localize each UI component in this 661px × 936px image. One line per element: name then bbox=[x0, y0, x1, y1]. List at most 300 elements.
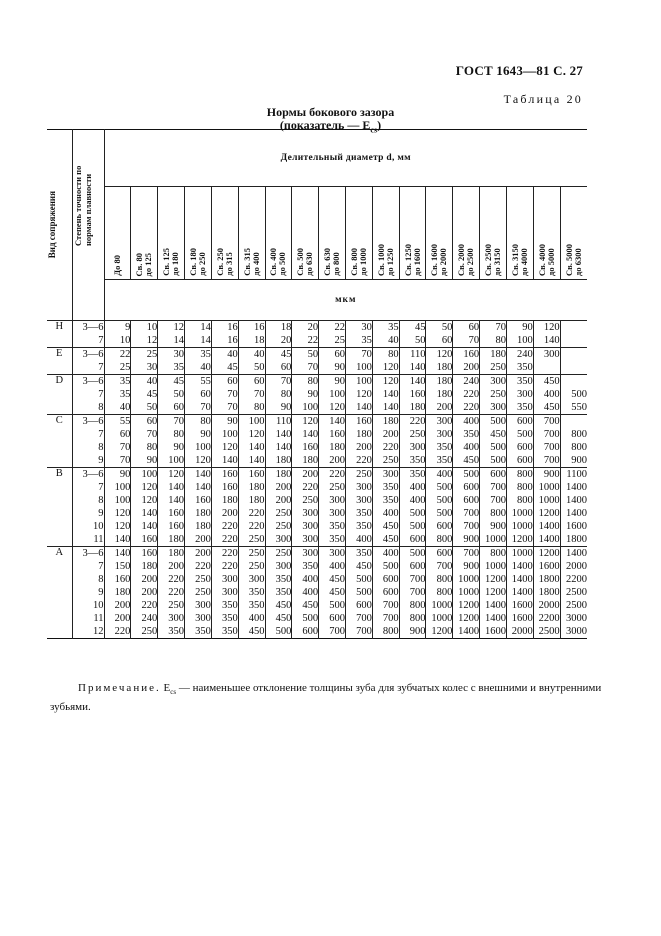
value-cell bbox=[426, 375, 453, 415]
accuracy-degree-header: Степень точности по нормам плавности bbox=[72, 130, 104, 321]
backlash-value: 1000 bbox=[511, 508, 533, 519]
value-cell bbox=[238, 321, 265, 348]
mating-type: B bbox=[47, 468, 72, 547]
backlash-value: 450 bbox=[490, 429, 506, 440]
backlash-value: 400 bbox=[409, 482, 426, 493]
backlash-value: 14 bbox=[173, 335, 185, 346]
backlash-value: 1000 bbox=[484, 534, 506, 545]
backlash-value: 30 bbox=[361, 322, 372, 333]
backlash-value: 140 bbox=[195, 482, 211, 493]
backlash-value: 180 bbox=[382, 416, 399, 427]
diameter-range-6 bbox=[265, 187, 292, 280]
diameter-range-label: Св. 800 до 1000 bbox=[348, 248, 368, 276]
backlash-value: 160 bbox=[221, 469, 238, 480]
backlash-value: 100 bbox=[356, 362, 372, 373]
backlash-value: 60 bbox=[441, 335, 453, 346]
backlash-value: 250 bbox=[195, 574, 211, 585]
backlash-value: 80 bbox=[173, 429, 185, 440]
backlash-value: 350 bbox=[302, 561, 319, 572]
backlash-value: 1000 bbox=[458, 587, 480, 598]
accuracy-degree: 10 bbox=[93, 521, 104, 532]
value-cell bbox=[533, 547, 560, 639]
backlash-value: 500 bbox=[436, 482, 453, 493]
value-cell bbox=[346, 375, 373, 415]
backlash-value: 220 bbox=[221, 548, 238, 559]
backlash-value: 140 bbox=[248, 442, 265, 453]
backlash-value: 300 bbox=[275, 534, 292, 545]
backlash-value: 350 bbox=[195, 626, 211, 637]
backlash-value: 250 bbox=[490, 389, 506, 400]
diameter-range-label: Св. 180 до 250 bbox=[187, 248, 207, 276]
backlash-value: 200 bbox=[195, 548, 211, 559]
backlash-value: 450 bbox=[248, 626, 265, 637]
note-text: — наименьшее отклонение толщины зуба для зубчатых колес с внешними и внутренними зубьями. bbox=[50, 682, 602, 714]
diameter-range-9 bbox=[346, 187, 373, 280]
value-cell bbox=[265, 348, 292, 375]
value-cell bbox=[238, 547, 265, 639]
backlash-value bbox=[561, 334, 587, 347]
backlash-value: 160 bbox=[463, 349, 480, 360]
backlash-value: 700 bbox=[463, 521, 480, 532]
backlash-value: 350 bbox=[409, 469, 426, 480]
diameter-range-label: Св. 1600 до 2000 bbox=[429, 244, 449, 276]
backlash-value: 600 bbox=[463, 482, 480, 493]
backlash-value: 90 bbox=[119, 469, 131, 480]
backlash-value: 1600 bbox=[538, 561, 560, 572]
value-cell bbox=[319, 348, 346, 375]
backlash-value: 250 bbox=[195, 587, 211, 598]
value-cell bbox=[372, 375, 399, 415]
backlash-value: 3000 bbox=[566, 626, 587, 637]
mating-type: E bbox=[47, 348, 72, 375]
value-cell bbox=[292, 468, 319, 547]
value-cell bbox=[238, 415, 265, 468]
value-cell bbox=[372, 415, 399, 468]
value-cell bbox=[506, 468, 533, 547]
backlash-value: 1400 bbox=[566, 548, 587, 559]
backlash-value: 700 bbox=[382, 613, 399, 624]
backlash-value: 200 bbox=[275, 495, 292, 506]
backlash-value: 70 bbox=[119, 442, 131, 453]
value-cell bbox=[372, 468, 399, 547]
value-cell bbox=[399, 348, 426, 375]
backlash-value: 250 bbox=[356, 469, 372, 480]
backlash-value: 800 bbox=[409, 613, 426, 624]
backlash-value: 140 bbox=[302, 429, 319, 440]
backlash-value: 160 bbox=[168, 508, 185, 519]
backlash-value: 450 bbox=[356, 561, 372, 572]
backlash-value: 1800 bbox=[538, 587, 560, 598]
backlash-value: 700 bbox=[409, 587, 426, 598]
backlash-value: 500 bbox=[329, 600, 345, 611]
value-cell bbox=[426, 547, 453, 639]
backlash-value: 220 bbox=[463, 402, 480, 413]
backlash-value: 1200 bbox=[458, 613, 480, 624]
backlash-value: 30 bbox=[173, 349, 185, 360]
backlash-value: 350 bbox=[329, 534, 345, 545]
value-cell bbox=[185, 415, 212, 468]
value-cell bbox=[533, 468, 560, 547]
backlash-value: 300 bbox=[517, 389, 533, 400]
accuracy-degree: 3—6 bbox=[82, 548, 104, 559]
value-cell bbox=[399, 375, 426, 415]
backlash-value: 120 bbox=[114, 521, 131, 532]
value-cell bbox=[506, 348, 533, 375]
backlash-value: 250 bbox=[168, 600, 185, 611]
backlash-value: 70 bbox=[307, 362, 319, 373]
value-cell bbox=[480, 547, 507, 639]
backlash-value: 120 bbox=[302, 416, 319, 427]
backlash-value: 500 bbox=[436, 495, 453, 506]
backlash-value: 160 bbox=[329, 429, 345, 440]
backlash-value: 80 bbox=[495, 335, 506, 346]
backlash-value: 500 bbox=[275, 626, 292, 637]
accuracy-degree: 3—6 bbox=[82, 376, 104, 387]
backlash-value: 1000 bbox=[458, 574, 480, 585]
diameter-range-8 bbox=[319, 187, 346, 280]
mating-type: D bbox=[47, 375, 72, 415]
backlash-value: 300 bbox=[329, 495, 345, 506]
backlash-value: 600 bbox=[302, 626, 319, 637]
backlash-value: 140 bbox=[275, 442, 292, 453]
backlash-value: 140 bbox=[141, 508, 158, 519]
backlash-value: 350 bbox=[275, 574, 292, 585]
backlash-value: 500 bbox=[490, 416, 506, 427]
value-cell bbox=[104, 415, 131, 468]
value-cell bbox=[131, 468, 158, 547]
value-cell bbox=[319, 375, 346, 415]
backlash-value: 100 bbox=[168, 455, 185, 466]
diameter-range-17 bbox=[560, 187, 587, 280]
backlash-value: 350 bbox=[409, 455, 426, 466]
backlash-value: 1400 bbox=[511, 561, 533, 572]
group-row-B bbox=[47, 468, 587, 547]
backlash-value: 70 bbox=[227, 402, 238, 413]
value-cell bbox=[560, 321, 587, 348]
backlash-value: 400 bbox=[356, 534, 372, 545]
backlash-value: 120 bbox=[221, 442, 238, 453]
backlash-value: 300 bbox=[302, 548, 319, 559]
backlash-value: 180 bbox=[409, 402, 426, 413]
accuracy-degree: 3—6 bbox=[82, 416, 104, 427]
value-cell bbox=[346, 415, 373, 468]
backlash-value: 100 bbox=[248, 416, 265, 427]
diameter-range-label: До 80 bbox=[111, 255, 122, 276]
backlash-value: 30 bbox=[146, 362, 158, 373]
backlash-value: 220 bbox=[221, 521, 238, 532]
backlash-value: 80 bbox=[200, 416, 211, 427]
backlash-value: 350 bbox=[463, 429, 480, 440]
backlash-value: 140 bbox=[141, 521, 158, 532]
backlash-value: 1200 bbox=[538, 548, 560, 559]
mating-type: C bbox=[47, 415, 72, 468]
backlash-value: 400 bbox=[382, 548, 399, 559]
backlash-value: 60 bbox=[334, 349, 345, 360]
backlash-value: 220 bbox=[329, 469, 345, 480]
backlash-value: 120 bbox=[382, 376, 399, 387]
backlash-value: 110 bbox=[410, 349, 426, 360]
backlash-value: 140 bbox=[168, 482, 185, 493]
accuracy-degree: 12 bbox=[93, 626, 104, 637]
backlash-value: 220 bbox=[409, 416, 426, 427]
backlash-value: 180 bbox=[329, 442, 345, 453]
backlash-value: 700 bbox=[543, 429, 560, 440]
value-cell bbox=[480, 321, 507, 348]
backlash-value: 140 bbox=[114, 534, 131, 545]
backlash-value: 140 bbox=[382, 402, 399, 413]
backlash-value: 300 bbox=[543, 349, 560, 360]
backlash-value: 300 bbox=[436, 429, 453, 440]
backlash-value: 300 bbox=[302, 508, 319, 519]
value-cell bbox=[211, 468, 238, 547]
backlash-value: 500 bbox=[409, 508, 426, 519]
backlash-value: 450 bbox=[382, 521, 399, 532]
backlash-value: 200 bbox=[168, 561, 185, 572]
backlash-value: 70 bbox=[280, 376, 292, 387]
backlash-value: 500 bbox=[409, 548, 426, 559]
backlash-value: 70 bbox=[495, 322, 506, 333]
backlash-value: 180 bbox=[490, 349, 506, 360]
diameter-range-label: Св. 4000 до 5000 bbox=[536, 244, 556, 276]
backlash-value: 180 bbox=[195, 508, 211, 519]
backlash-value: 400 bbox=[543, 389, 560, 400]
value-cell bbox=[265, 321, 292, 348]
backlash-value: 100 bbox=[114, 495, 131, 506]
accuracy-degree: 3—6 bbox=[82, 322, 104, 333]
value-cell bbox=[185, 321, 212, 348]
backlash-value: 900 bbox=[463, 561, 480, 572]
value-cell bbox=[104, 547, 131, 639]
backlash-value: 220 bbox=[221, 561, 238, 572]
value-cell bbox=[480, 415, 507, 468]
backlash-value bbox=[534, 361, 560, 374]
backlash-value: 700 bbox=[436, 561, 453, 572]
backlash-value: 90 bbox=[334, 362, 345, 373]
backlash-value: 700 bbox=[356, 626, 372, 637]
value-cell bbox=[560, 348, 587, 375]
backlash-value: 120 bbox=[382, 362, 399, 373]
backlash-value: 600 bbox=[517, 455, 533, 466]
backlash-value: 500 bbox=[571, 389, 587, 400]
backlash-value: 300 bbox=[329, 508, 345, 519]
value-cell bbox=[265, 547, 292, 639]
backlash-value: 100 bbox=[114, 482, 131, 493]
backlash-value: 600 bbox=[490, 469, 506, 480]
backlash-value: 1400 bbox=[484, 600, 506, 611]
backlash-value: 60 bbox=[468, 322, 480, 333]
accuracy-degree: 9 bbox=[98, 508, 104, 519]
backlash-value: 90 bbox=[307, 389, 319, 400]
accuracy-degree: 7 bbox=[98, 561, 104, 572]
backlash-value: 200 bbox=[114, 613, 131, 624]
value-cell bbox=[372, 321, 399, 348]
backlash-value: 350 bbox=[356, 508, 372, 519]
backlash-value: 400 bbox=[248, 613, 265, 624]
page-header bbox=[0, 0, 661, 135]
backlash-value: 600 bbox=[409, 534, 426, 545]
value-cell bbox=[104, 348, 131, 375]
diameter-range-label: Св. 125 до 180 bbox=[161, 248, 181, 276]
backlash-value: 12 bbox=[173, 322, 185, 333]
backlash-value: 700 bbox=[356, 613, 372, 624]
backlash-value: 45 bbox=[146, 389, 158, 400]
backlash-value: 250 bbox=[248, 548, 265, 559]
backlash-value: 220 bbox=[114, 626, 131, 637]
backlash-value: 450 bbox=[543, 376, 560, 387]
unit-header: мкм bbox=[335, 295, 357, 305]
backlash-value: 10 bbox=[119, 335, 131, 346]
backlash-value: 300 bbox=[302, 534, 319, 545]
backlash-value: 600 bbox=[382, 587, 399, 598]
backlash-value: 1200 bbox=[458, 600, 480, 611]
backlash-value: 1400 bbox=[511, 574, 533, 585]
backlash-value: 450 bbox=[275, 613, 292, 624]
backlash-value: 500 bbox=[490, 442, 506, 453]
backlash-value: 350 bbox=[275, 587, 292, 598]
value-cell bbox=[399, 547, 426, 639]
value-cell bbox=[158, 321, 185, 348]
backlash-value: 180 bbox=[356, 429, 372, 440]
value-cell bbox=[185, 468, 212, 547]
backlash-value: 350 bbox=[436, 455, 453, 466]
backlash-value: 200 bbox=[329, 455, 345, 466]
backlash-value: 110 bbox=[275, 416, 292, 427]
backlash-value: 220 bbox=[302, 482, 319, 493]
backlash-value: 100 bbox=[195, 442, 211, 453]
value-cell bbox=[238, 348, 265, 375]
backlash-value: 350 bbox=[517, 402, 533, 413]
diameter-range-2 bbox=[158, 187, 185, 280]
backlash-value: 80 bbox=[280, 389, 292, 400]
backlash-norms-table bbox=[47, 129, 587, 639]
value-cell bbox=[104, 375, 131, 415]
backlash-value: 350 bbox=[221, 600, 238, 611]
backlash-value: 200 bbox=[382, 429, 399, 440]
backlash-value: 18 bbox=[280, 322, 292, 333]
backlash-value: 180 bbox=[436, 389, 453, 400]
backlash-value: 180 bbox=[436, 362, 453, 373]
backlash-value: 500 bbox=[490, 455, 506, 466]
backlash-value: 300 bbox=[436, 416, 453, 427]
backlash-value: 250 bbox=[248, 534, 265, 545]
backlash-value: 240 bbox=[517, 349, 533, 360]
backlash-value: 12 bbox=[146, 335, 158, 346]
accuracy-degree: 7 bbox=[98, 482, 104, 493]
backlash-value: 50 bbox=[441, 322, 453, 333]
backlash-value: 220 bbox=[248, 521, 265, 532]
backlash-value: 40 bbox=[388, 335, 399, 346]
value-cell bbox=[185, 547, 212, 639]
value-cell bbox=[346, 547, 373, 639]
accuracy-degree: 8 bbox=[98, 495, 104, 506]
backlash-value: 800 bbox=[382, 626, 399, 637]
value-cell bbox=[131, 375, 158, 415]
backlash-value: 350 bbox=[382, 495, 399, 506]
diameter-range-label: Св. 80 до 125 bbox=[134, 252, 154, 276]
value-cell bbox=[480, 348, 507, 375]
backlash-value: 700 bbox=[543, 442, 560, 453]
backlash-value: 90 bbox=[334, 376, 345, 387]
diameter-range-4 bbox=[211, 187, 238, 280]
backlash-value: 25 bbox=[334, 335, 345, 346]
backlash-value: 350 bbox=[248, 587, 265, 598]
backlash-value: 600 bbox=[463, 495, 480, 506]
backlash-value: 18 bbox=[254, 335, 265, 346]
backlash-value: 800 bbox=[409, 600, 426, 611]
backlash-value: 600 bbox=[436, 521, 453, 532]
diameter-range-label: Св. 315 до 400 bbox=[241, 248, 261, 276]
backlash-value: 900 bbox=[463, 534, 480, 545]
value-cell bbox=[104, 321, 131, 348]
backlash-value: 200 bbox=[114, 600, 131, 611]
diameter-range-label: Св. 5000 до 6300 bbox=[563, 244, 583, 276]
backlash-value: 450 bbox=[543, 402, 560, 413]
backlash-value: 1200 bbox=[511, 534, 533, 545]
backlash-value: 22 bbox=[334, 322, 345, 333]
value-cell bbox=[506, 321, 533, 348]
value-cell bbox=[131, 547, 158, 639]
value-cell bbox=[292, 375, 319, 415]
backlash-value: 60 bbox=[146, 416, 158, 427]
backlash-value: 60 bbox=[254, 376, 265, 387]
value-cell bbox=[319, 468, 346, 547]
backlash-value: 45 bbox=[280, 349, 292, 360]
backlash-value: 350 bbox=[356, 521, 372, 532]
value-cell bbox=[211, 547, 238, 639]
backlash-value: 1000 bbox=[511, 548, 533, 559]
backlash-value: 800 bbox=[517, 495, 533, 506]
backlash-value: 2200 bbox=[566, 574, 587, 585]
backlash-value: 2500 bbox=[566, 587, 587, 598]
value-cell bbox=[506, 415, 533, 468]
backlash-value: 140 bbox=[114, 548, 131, 559]
value-cell bbox=[453, 547, 480, 639]
value-cell bbox=[533, 415, 560, 468]
backlash-value: 14 bbox=[200, 322, 211, 333]
diameter-range-11 bbox=[399, 187, 426, 280]
backlash-value: 600 bbox=[329, 613, 345, 624]
backlash-value: 700 bbox=[490, 482, 506, 493]
backlash-value: 300 bbox=[302, 521, 319, 532]
diameter-header: Делительный диаметр d, мм bbox=[104, 130, 587, 187]
backlash-value: 700 bbox=[382, 600, 399, 611]
value-cell bbox=[185, 348, 212, 375]
backlash-value: 700 bbox=[543, 455, 560, 466]
value-cell bbox=[399, 321, 426, 348]
table-title-line1: Нормы бокового зазора bbox=[266, 105, 395, 119]
backlash-value: 800 bbox=[436, 534, 453, 545]
value-cell bbox=[211, 415, 238, 468]
backlash-value: 160 bbox=[248, 469, 265, 480]
backlash-value: 300 bbox=[195, 613, 211, 624]
backlash-value: 16 bbox=[254, 322, 265, 333]
backlash-value: 220 bbox=[463, 389, 480, 400]
backlash-value: 350 bbox=[221, 613, 238, 624]
accuracy-degrees bbox=[72, 415, 104, 468]
backlash-value: 200 bbox=[436, 402, 453, 413]
backlash-value: 140 bbox=[409, 376, 426, 387]
diameter-range-5 bbox=[238, 187, 265, 280]
backlash-value: 240 bbox=[141, 613, 158, 624]
diameter-range-14 bbox=[480, 187, 507, 280]
table-body bbox=[47, 321, 587, 639]
backlash-value: 40 bbox=[227, 349, 238, 360]
value-cell bbox=[104, 468, 131, 547]
backlash-value: 500 bbox=[382, 561, 399, 572]
value-cell bbox=[560, 415, 587, 468]
backlash-value: 500 bbox=[436, 508, 453, 519]
backlash-value: 1000 bbox=[511, 521, 533, 532]
